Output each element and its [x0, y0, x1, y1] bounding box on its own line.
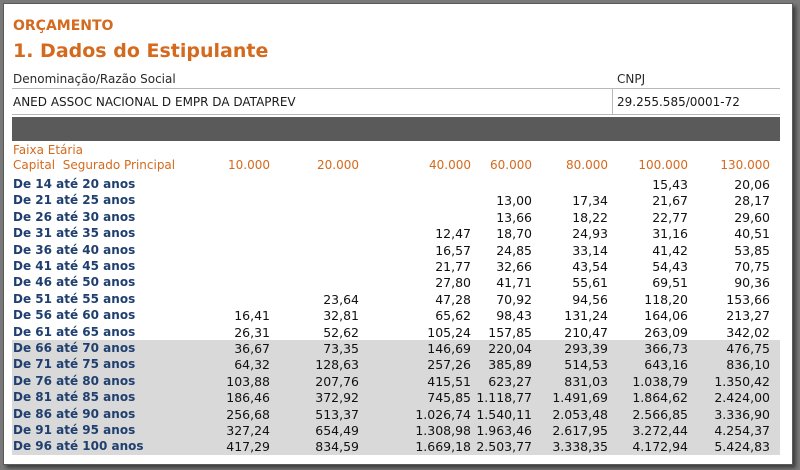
premium-value: 831,03 [564, 373, 608, 389]
table-row [12, 225, 780, 241]
premium-value: 164,06 [644, 308, 688, 324]
premium-value: 836,10 [726, 357, 770, 373]
section-title: 1. Dados do Estipulante [13, 40, 269, 62]
column-header: 130.000 [720, 158, 770, 172]
premium-value: 263,09 [644, 324, 688, 340]
column-header: 20.000 [317, 158, 359, 172]
age-range-label: De 51 até 55 anos [13, 291, 136, 306]
premium-value: 1.963,46 [476, 423, 532, 438]
premium-value: 3.272,44 [632, 423, 688, 438]
premium-value: 33,14 [572, 242, 608, 258]
table-row [12, 373, 780, 389]
column-header: 10.000 [228, 158, 270, 172]
premium-value: 16,57 [435, 242, 471, 258]
premium-value: 417,29 [226, 439, 270, 455]
table-row [12, 209, 780, 225]
premium-value: 1.118,77 [476, 390, 532, 406]
premium-value: 643,16 [644, 357, 688, 373]
premium-value: 55,61 [572, 275, 608, 291]
table-row [12, 192, 780, 208]
premium-value: 4.254,37 [714, 423, 770, 438]
premium-value: 27,80 [435, 275, 471, 291]
table-row [12, 291, 780, 307]
premium-value: 213,27 [726, 308, 770, 324]
name-label: Denominação/Razão Social [13, 72, 176, 86]
premium-value: 23,64 [323, 291, 359, 307]
premium-value: 513,37 [315, 406, 359, 422]
premium-value: 514,53 [564, 357, 608, 373]
age-range-label: De 14 até 20 anos [13, 177, 136, 191]
age-range-label: De 26 até 30 anos [13, 209, 136, 224]
header-band [12, 117, 780, 141]
premium-value: 1.038,79 [632, 373, 688, 389]
premium-value: 128,63 [315, 357, 359, 373]
premium-value: 69,51 [652, 275, 688, 291]
cnpj-label: CNPJ [617, 72, 646, 86]
table-row [12, 422, 780, 438]
table-row [12, 258, 780, 274]
table-row [12, 324, 780, 340]
divider [12, 88, 780, 89]
column-divider [612, 88, 613, 114]
premium-value: 1.491,69 [552, 390, 608, 406]
premium-value: 1.540,11 [476, 406, 532, 422]
premium-value: 385,89 [488, 357, 532, 373]
premium-value: 366,73 [644, 341, 688, 356]
premium-value: 415,51 [427, 373, 471, 389]
age-range-label: De 86 até 90 anos [13, 406, 136, 421]
premium-value: 70,92 [496, 291, 532, 307]
table-row [12, 406, 780, 422]
premium-value: 3.336,90 [714, 406, 770, 422]
premium-value: 105,24 [427, 324, 471, 340]
premium-value: 2.566,85 [632, 406, 688, 422]
premium-value: 22,77 [652, 209, 688, 225]
age-range-label: De 96 até 100 anos [13, 439, 144, 454]
premium-value: 103,88 [226, 373, 270, 389]
age-range-label: De 66 até 70 anos [13, 341, 136, 355]
premium-value: 24,85 [496, 242, 532, 258]
age-range-label: De 46 até 50 anos [13, 275, 136, 290]
premium-value: 2.053,48 [552, 406, 608, 422]
premium-value: 157,85 [488, 324, 532, 340]
premium-value: 293,39 [564, 341, 608, 356]
age-range-label: De 56 até 60 anos [13, 308, 136, 323]
column-header: 40.000 [429, 158, 471, 172]
premium-value: 15,43 [652, 177, 688, 192]
age-range-label: De 36 até 40 anos [13, 242, 136, 257]
age-range-label: De 41 até 45 anos [13, 259, 136, 273]
age-range-label: De 61 até 65 anos [13, 324, 136, 339]
table-row [12, 356, 780, 372]
divider [12, 114, 780, 115]
premium-value: 1.864,62 [632, 390, 688, 406]
age-range-label: De 71 até 75 anos [13, 357, 136, 372]
column-header: 60.000 [490, 158, 532, 172]
premium-value: 1.669,18 [415, 439, 471, 455]
premium-value: 1.308,98 [415, 423, 471, 438]
premium-value: 18,22 [572, 209, 608, 225]
premium-value: 2.617,95 [552, 423, 608, 438]
premium-value: 745,85 [427, 390, 471, 406]
age-range-label: De 21 até 25 anos [13, 193, 136, 208]
premium-value: 21,67 [652, 193, 688, 209]
premium-value: 2.503,77 [476, 439, 532, 455]
premium-value: 1.026,74 [415, 406, 471, 422]
premium-value: 40,51 [734, 226, 770, 242]
premium-value: 153,66 [726, 291, 770, 307]
cnpj-value: 29.255.585/0001-72 [617, 95, 740, 109]
premium-value: 43,54 [572, 259, 608, 274]
premium-value: 17,34 [572, 193, 608, 209]
premium-value: 257,26 [427, 357, 471, 373]
premium-value: 20,06 [734, 177, 770, 192]
premium-value: 52,62 [323, 324, 359, 340]
premium-value: 4.172,94 [632, 439, 688, 455]
premium-value: 5.424,83 [714, 439, 770, 455]
premium-value: 16,41 [234, 308, 270, 324]
table-row [12, 340, 780, 356]
premium-value: 3.338,35 [552, 439, 608, 455]
premium-value: 65,62 [435, 308, 471, 324]
premium-value: 476,75 [726, 341, 770, 356]
age-range-label: De 31 até 35 anos [13, 226, 136, 241]
premium-value: 654,49 [315, 423, 359, 438]
premium-value: 94,56 [572, 291, 608, 307]
age-range-label: De 76 até 80 anos [13, 373, 136, 388]
premium-value: 64,32 [234, 357, 270, 373]
premium-value: 41,42 [652, 242, 688, 258]
age-range-label: De 91 até 95 anos [13, 423, 136, 437]
premium-value: 623,27 [488, 373, 532, 389]
premium-value: 256,68 [226, 406, 270, 422]
premium-value: 2.424,00 [714, 390, 770, 406]
premium-value: 28,17 [734, 193, 770, 209]
premium-value: 36,67 [234, 341, 270, 356]
premium-value: 13,00 [496, 193, 532, 209]
table-row [12, 242, 780, 258]
premium-value: 1.350,42 [714, 373, 770, 389]
premium-value: 207,76 [315, 373, 359, 389]
capital-label: Capital Segurado Principal [13, 158, 176, 172]
column-header: 80.000 [566, 158, 608, 172]
premium-value: 118,20 [644, 291, 688, 307]
column-header: 100.000 [638, 158, 688, 172]
document-frame [3, 3, 793, 465]
premium-value: 372,92 [315, 390, 359, 406]
premium-value: 342,02 [726, 324, 770, 340]
table-row [12, 307, 780, 323]
premium-value: 18,70 [496, 226, 532, 242]
table-row [12, 389, 780, 405]
table-row [12, 176, 780, 192]
premium-value: 90,36 [734, 275, 770, 291]
table-row [12, 438, 780, 454]
premium-value: 70,75 [734, 259, 770, 274]
premium-value: 29,60 [734, 209, 770, 225]
premium-value: 12,47 [435, 226, 471, 242]
premium-value: 186,46 [226, 390, 270, 406]
document-title: ORÇAMENTO [13, 18, 114, 34]
premium-value: 32,66 [496, 259, 532, 274]
premium-value: 31,16 [652, 226, 688, 242]
age-group-label: Faixa Etária [13, 143, 84, 157]
premium-value: 327,24 [226, 423, 270, 438]
premium-value: 21,77 [435, 259, 471, 274]
premium-value: 24,93 [572, 226, 608, 242]
premium-value: 210,47 [564, 324, 608, 340]
name-value: ANED ASSOC NACIONAL D EMPR DA DATAPREV [13, 95, 296, 109]
premium-value: 13,66 [496, 209, 532, 225]
premium-value: 41,71 [496, 275, 532, 291]
premium-value: 54,43 [652, 259, 688, 274]
age-range-label: De 81 até 85 anos [13, 390, 136, 405]
premium-value: 32,81 [323, 308, 359, 324]
premium-value: 26,31 [234, 324, 270, 340]
premium-value: 146,69 [427, 341, 471, 356]
premium-value: 220,04 [488, 341, 532, 356]
premium-value: 834,59 [315, 439, 359, 455]
premium-value: 98,43 [496, 308, 532, 324]
premium-value: 131,24 [564, 308, 608, 324]
premium-value: 73,35 [323, 341, 359, 356]
premium-value: 47,28 [435, 291, 471, 307]
premium-value: 53,85 [734, 242, 770, 258]
table-row [12, 274, 780, 290]
